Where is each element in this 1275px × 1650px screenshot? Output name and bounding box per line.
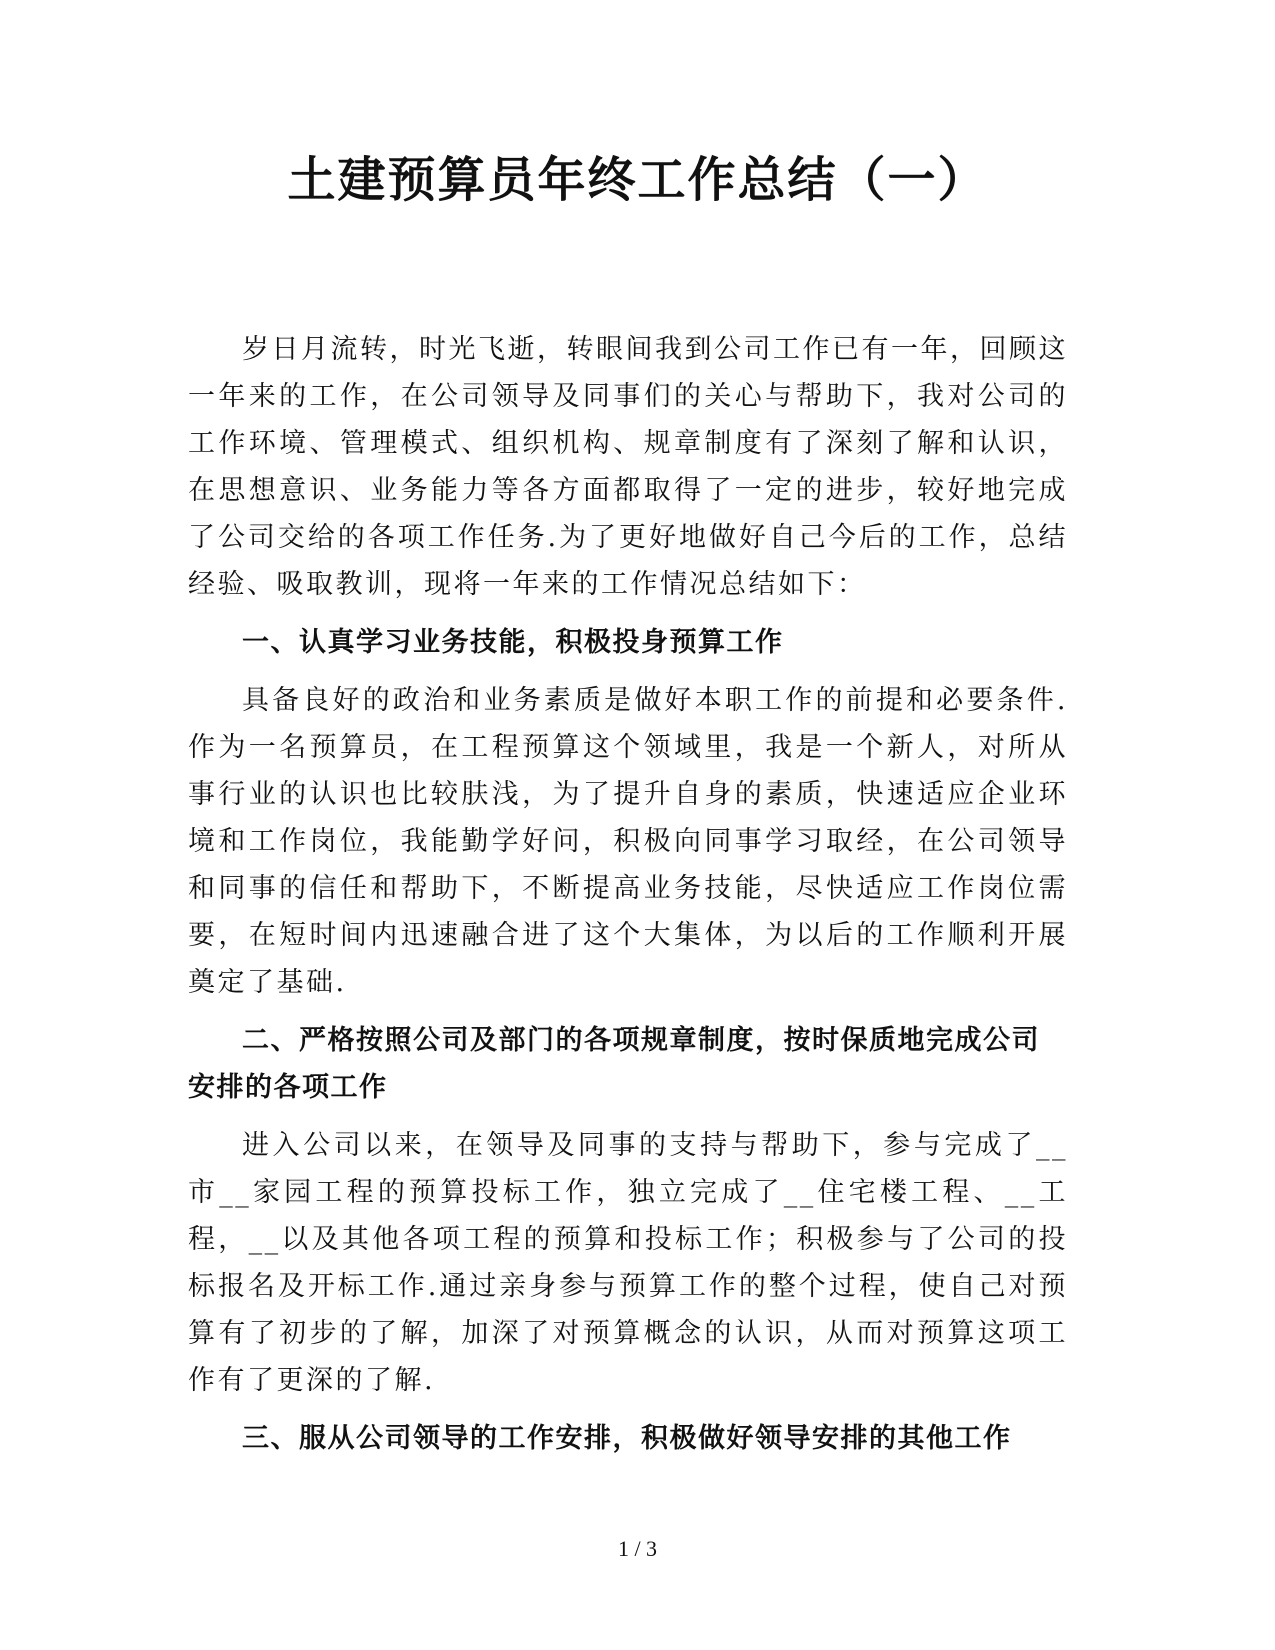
section-1-paragraph: 具备良好的政治和业务素质是做好本职工作的前提和必要条件.作为一名预算员，在工程预算这个领域里，我是一个新人，对所从事行业的认识也比较肤浅，为了提升自身的素质，快速适应企业环境和工作岗位，我能勤学好问，积极向同事学习取经，在公司领导和同事的信任和帮助下，不断提高业务技能，尽快适应工作岗位需要，在短时间内迅速融合进了这个大集体，为以后的工作顺利开展奠定了基础. [188,685,1068,998]
section-heading-3: 三、服从公司领导的工作安排，积极做好领导安排的其他工作 [242,1423,1012,1454]
document-title: 土建预算员年终工作总结（一） [287,152,988,208]
document-body [188,326,1068,1473]
section-heading-2: 二、严格按照公司及部门的各项规章制度，按时保质地完成公司安排的各项工作 [188,1025,1040,1103]
section-heading-1: 一、认真学习业务技能，积极投身预算工作 [242,627,784,658]
intro-paragraph: 岁日月流转，时光飞逝，转眼间我到公司工作已有一年，回顾这一年来的工作，在公司领导及同事们的关心与帮助下，我对公司的工作环境、管理模式、组织机构、规章制度有了深刻了解和认识，在思想意识、业务能力等各方面都取得了一定的进步，较好地完成了公司交给的各项工作任务.为了更好地做好自己今后的工作，总结经验、吸取教训，现将一年来的工作情况总结如下： [188,334,1068,600]
section-2-paragraph: 进入公司以来，在领导及同事的支持与帮助下，参与完成了__市__家园工程的预算投标工作，独立完成了__住宅楼工程、__工程，__以及其他各项工程的预算和投标工作；积极参与了公司的投标报名及开标工作.通过亲身参与预算工作的整个过程，使自己对预算有了初步的了解，加深了对预算概念的认识，从而对预算这项工作有了更深的了解. [188,1130,1068,1396]
page-number: 1 / 3 [617,1536,658,1561]
